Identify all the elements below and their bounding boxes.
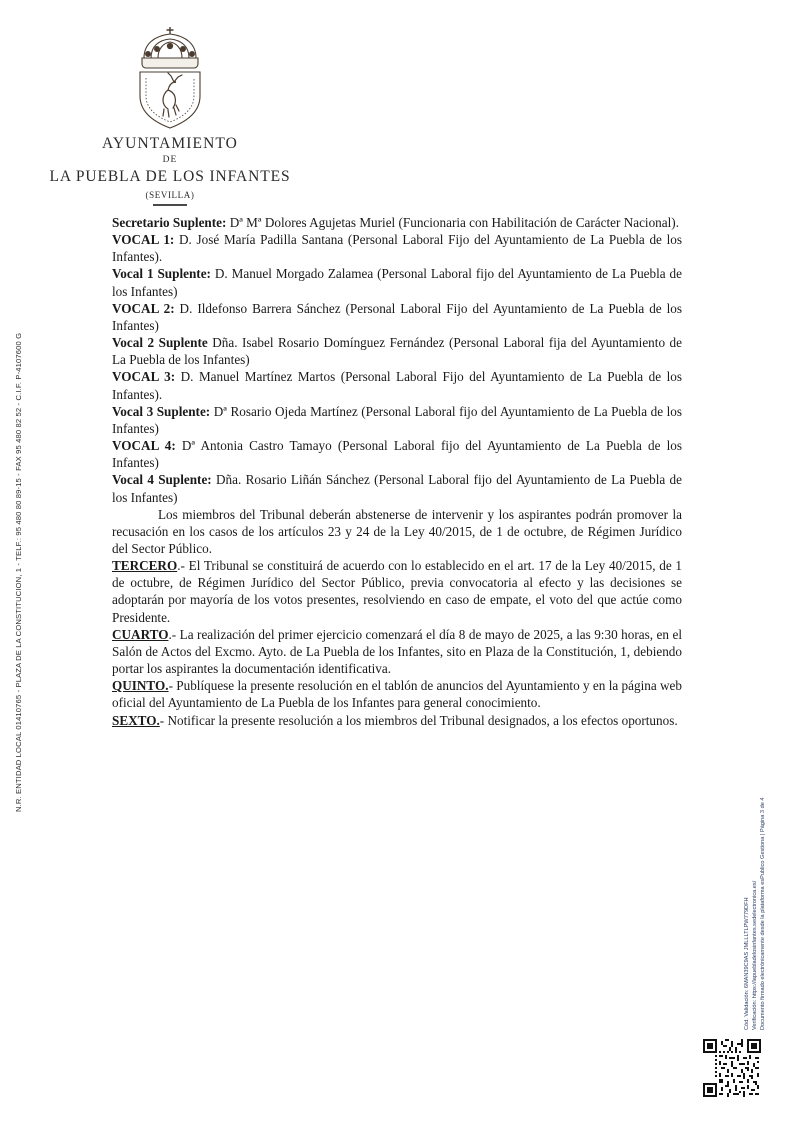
clause-sexto-heading: SEXTO. [112, 712, 160, 728]
label-vocal-1: VOCAL 1: [112, 232, 175, 248]
letterhead-line-ayuntamiento: AYUNTAMIENTO [102, 135, 238, 152]
letterhead-line-province: (SEVILLA) [145, 190, 195, 201]
clause-tercero-text: .- El Tribunal se constituirá de acuerdo con lo establecido en el art. 17 de la Ley 40/2015, de 1 de octubre, de Régimen Jurídico del Sector Público, previa convocatoria al efecto y las decisiones se adoptarán por mayoría de los votos presentes, resolviendo en caso de empate, el voto del que actúe como Presidente. [112, 558, 682, 625]
paragraph-vocal-1-suplente [112, 265, 682, 299]
letterhead [0, 18, 340, 206]
label-vocal-4-suplente: Vocal 4 Suplente: [112, 472, 212, 488]
left-margin-registry-stamp: N.R. ENTIDAD LOCAL 01410765 - PLAZA DE LA CONSTITUCION, 1 - TELF.: 95 480 80 89-15 - FAX 95 480 82 52 - C.I.F. P-4107600 G [14, 332, 23, 812]
paragraph-secretario-suplente [112, 214, 682, 231]
paragraph-vocal-4-suplente [112, 471, 682, 505]
paragraph-vocal-1 [112, 231, 682, 265]
clause-quinto [112, 677, 682, 711]
letterhead-divider [153, 204, 187, 206]
label-vocal-2: VOCAL 2: [112, 300, 175, 316]
coat-of-arms-icon [124, 18, 216, 130]
text-vocal-4-suplente: Dña. Rosario Liñán Sánchez (Personal Laboral fijo del Ayuntamiento de La Puebla de los Infantes) [112, 472, 682, 505]
label-vocal-4: VOCAL 4: [112, 438, 176, 454]
text-vocal-4: Dª Antonia Castro Tamayo (Personal Laboral fijo del Ayuntamiento de La Puebla de los Infantes) [112, 438, 682, 471]
paragraph-vocal-3 [112, 368, 682, 402]
label-vocal-3: VOCAL 3: [112, 369, 176, 385]
validation-code-line: Cód. Validación: 6MAN39C9AS JMLLLTLPW779DFH [744, 897, 750, 1030]
document-body [112, 214, 682, 729]
label-vocal-3-suplente: Vocal 3 Suplente: [112, 403, 211, 419]
letterhead-line-municipality: LA PUEBLA DE LOS INFANTES [49, 168, 291, 186]
clause-quinto-heading: QUINTO. [112, 678, 169, 694]
clause-cuarto-heading: CUARTO [112, 626, 169, 642]
label-vocal-1-suplente: Vocal 1 Suplente: [112, 266, 211, 282]
label-secretario-suplente: Secretario Suplente: [112, 215, 227, 230]
text-vocal-3-suplente: Dª Rosario Ojeda Martínez (Personal Laboral fijo del Ayuntamiento de La Puebla de los Infantes) [112, 403, 682, 436]
paragraph-vocal-2 [112, 300, 682, 334]
text-secretario-suplente: Dª Mª Dolores Agujetas Muriel (Funcionaria con Habilitación de Carácter Nacional). [226, 215, 679, 230]
text-vocal-1: D. José María Padilla Santana (Personal Laboral Fijo del Ayuntamiento de La Puebla de los Infantes). [112, 232, 682, 265]
clause-tercero [112, 557, 682, 626]
clause-sexto-text: - Notificar la presente resolución a los miembros del Tribunal designados, a los efectos oportunos. [159, 712, 678, 728]
clause-sexto [112, 712, 682, 729]
paragraph-vocal-3-suplente [112, 403, 682, 437]
verification-url-line: Verificación: https://lapuebladelosinfantes.sedelectronica.es/ [752, 880, 759, 1030]
paragraph-vocal-4 [112, 437, 682, 471]
label-vocal-2-suplente: Vocal 2 Suplente [112, 335, 208, 351]
text-vocal-2: D. Ildefonso Barrera Sánchez (Personal Laboral Fijo del Ayuntamiento de La Puebla de los Infantes) [112, 300, 682, 333]
clause-cuarto-text: .- La realización del primer ejercicio comenzará el día 8 de mayo de 2025, a las 9:30 horas, en el Salón de Actos del Excmo. Ayto. de La Puebla de los Infantes, sito en Plaza de la Constitución, 1, debiendo portar los aspirantes la documentación identificativa. [112, 626, 682, 677]
text-vocal-3: D. Manuel Martínez Martos (Personal Laboral Fijo del Ayuntamiento de La Puebla de los Infantes). [112, 369, 682, 402]
paragraph-vocal-2-suplente [112, 334, 682, 368]
clause-quinto-text: - Publíquese la presente resolución en el tablón de anuncios del Ayuntamiento y en la página web oficial del Ayuntamiento de La Puebla de los Infantes para general conocimiento. [112, 678, 682, 711]
esignature-platform-line: Documento firmado electrónicamente desde la plataforma esPublico Gestiona | Página 3 de 4 [760, 797, 767, 1030]
text-vocal-1-suplente: D. Manuel Morgado Zalamea (Personal Laboral fijo del Ayuntamiento de La Puebla de los Infantes) [112, 266, 682, 299]
text-vocal-2-suplente: Dña. Isabel Rosario Domínguez Fernández (Personal Laboral fija del Ayuntamiento de La Puebla de los Infantes) [112, 335, 682, 368]
paragraph-abstencion: Los miembros del Tribunal deberán abstenerse de intervenir y los aspirantes podrán promover la recusación en los casos de los artículos 23 y 24 de la Ley 40/2015, de 1 de octubre, de Régimen Jurídico del Sector Público. [112, 506, 682, 556]
right-margin-signature-stamp [743, 630, 767, 1030]
clause-cuarto [112, 626, 682, 677]
letterhead-line-de: DE [162, 155, 178, 166]
qr-code [703, 1039, 761, 1097]
clause-tercero-heading: TERCERO [112, 558, 178, 574]
